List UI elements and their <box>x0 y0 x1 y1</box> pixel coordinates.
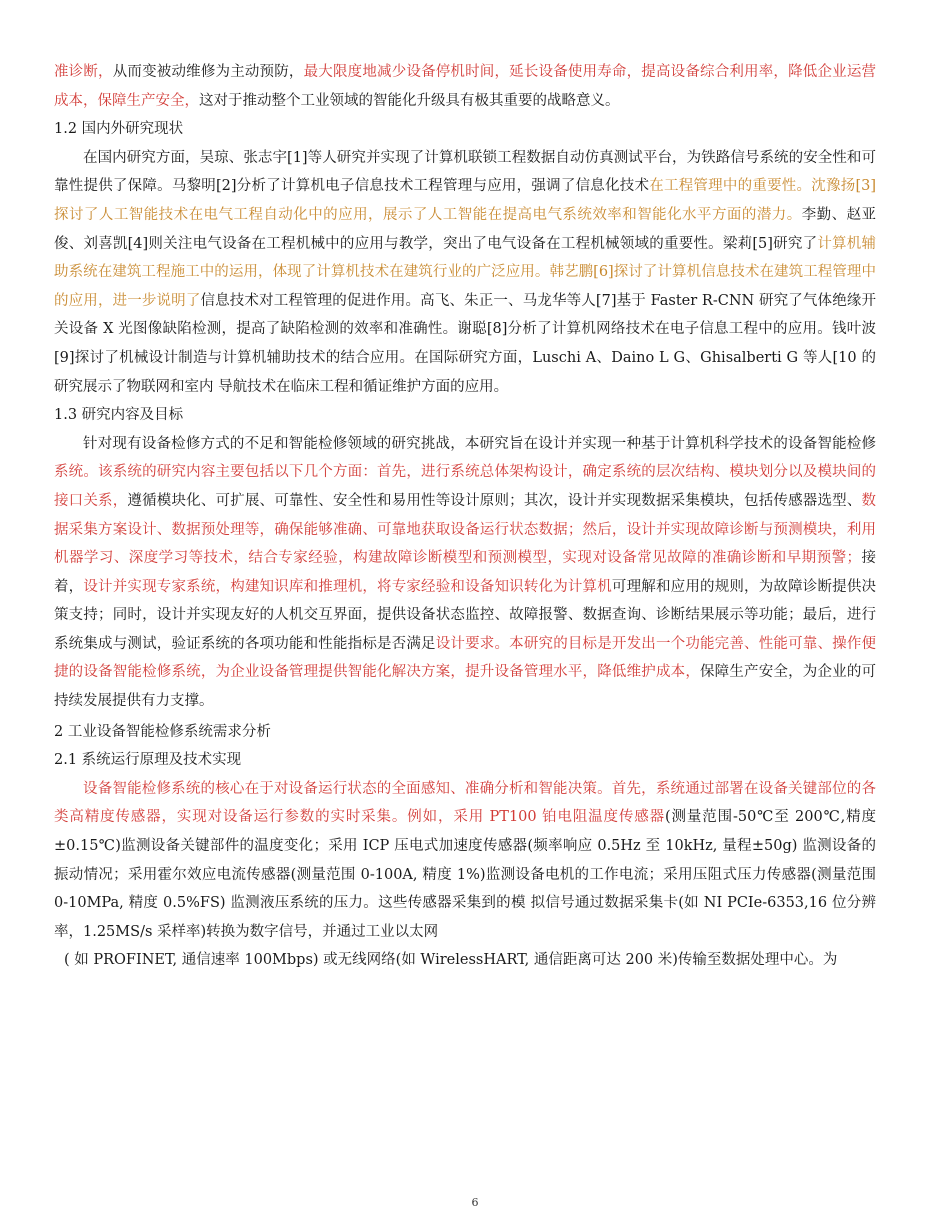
highlight-red: 设计并实现专家系统，构建知识库和推理机，将专家经验和设备知识转化为计算机 <box>83 578 612 595</box>
system-principle-continuation <box>64 946 876 975</box>
body-text: 遵循模块化、可扩展、可靠性、安全性和易用性等设计原则；其次，设计并实现数据采集模块，包括传感器选型、 <box>127 492 862 509</box>
body-text: (测量范围-50℃至 200℃,精度±0.15℃)监测设备关键部件的温度变化；采用 ICP 压电式加速度传感器(频率响应 0.5Hz 至 10kHz, 量程±50g) 监测设备的振动情况；采用霍尔效应电流传感器(测量范围 0-100A, 精度 1%)监测设备电机的工作电流；采用压阻式压力传感器(测量范围 0-10MPa, 精度 0.5%FS) 监测液压系统的压力。这些传感器采集到的模 拟信号通过数据采集卡(如 NI PCIe-6353,16 位分辨率，1.25MS/s 采样率)转换为数字信号，并通过工业以太网 <box>54 809 876 940</box>
section-heading-2-1: 2.1 系统运行原理及技术实现 <box>54 752 242 769</box>
body-text: 信息技术对工程管理的促进作用。高飞、朱正一、马龙华等人[7]基于 Faster R-CNN 研究了气体绝缘开关设备 X 光图像缺陷检测，提高了缺陷检测的效率和准确性。谢聪[8]分析了计算机网络技术在电子信息工程中的应用。钱叶波[9]探讨了机械设计制造与计算机辅助技术的结合应用。在国际研究方面，Luschi A、Daino L G、Ghisalberti G 等人[10 的研究展示了物联网和室内 导航技术在临床工程和循证维护方面的应用。 <box>54 292 876 395</box>
research-content-paragraph <box>54 430 876 716</box>
body-text: 接着， <box>54 550 877 595</box>
section-heading-1-2: 1.2 国内外研究现状 <box>54 121 184 138</box>
body-text: 可理解和应用的规则，为故障诊断提供决策支持；同时，设计并实现友好的人机交互界面，提供设备状态监控、故障报警、数据查询、诊断结果展示等功能；最后，进行系统集成与测试，验证系统的各项功能和性能指标是否满足 <box>54 578 877 652</box>
highlight-red: 系统。该系统的研究内容主要包括以下几个方面：首先，进行系统总体架构设计，确定系统的层次结构、模块划分以及模块间的接口关系， <box>54 464 876 509</box>
highlight-orange: 在工程管理中的重要性。沈豫扬[3]探讨了人工智能技术在电气工程自动化中的应用，展示了人工智能在提高电气系统效率和智能化水平方面的潜力。 <box>54 178 876 223</box>
body-text: ( 如 PROFINET, 通信速率 100Mbps) 或无线网络(如 WirelessHART, 通信距离可达 200 米)传输至数据处理中心。为 <box>64 952 838 969</box>
highlight-red: 数据采集方案设计、数据预处理等，确保能够准确、可靠地获取设备运行状态数据；然后，设计并实现故障诊断与预测模块，利用机器学习、深度学习等技术，结合专家经验，构建故障诊断模型和预测模型，实现对设备常见故障的准确诊断和早期预警； <box>54 492 877 567</box>
chapter-heading-2: 2 工业设备智能检修系统需求分析 <box>54 723 271 740</box>
highlight-red: 设备智能检修系统的核心在于对设备运行状态的全面感知、准确分析和智能决策。首先，系统通过部署在设备关键部位的各类高精度传感器，实现对设备运行参数的实时采集。例如，采用 PT100 铂电阻温度传感器 <box>54 780 876 826</box>
page-content <box>54 58 876 975</box>
body-text: 在国内研究方面，吴琼、张志宇[1]等人研究并实现了计算机联锁工程数据自动仿真测试平台，为铁路信号系统的安全性和可靠性提供了保障。马黎明[2]分析了计算机电子信息技术工程管理与应用，强调了信息化技术 <box>54 149 876 195</box>
highlight-red: 准诊断， <box>54 64 113 80</box>
intro-paragraph <box>54 58 876 115</box>
system-principle-paragraph <box>54 775 876 947</box>
body-text: 保障生产安全，为企业的可持续发展提供有力支撑。 <box>54 664 876 710</box>
highlight-red: 设计要求。本研究的目标是开发出一个功能完善、性能可靠、操作便捷的设备智能检修系统，为企业设备管理提供智能化解决方案，提升设备管理水平，降低维护成本， <box>54 635 877 681</box>
body-text: 针对现有设备检修方式的不足和智能检修领域的研究挑战，本研究旨在设计并实现一种基于计算机科学技术的设备智能检修 <box>83 435 876 452</box>
research-status-paragraph <box>54 144 876 401</box>
body-text: 这对于推动整个工业领域的智能化升级具有极其重要的战略意义。 <box>199 92 620 109</box>
section-heading-1-3: 1.3 研究内容及目标 <box>54 407 184 424</box>
page-number: 6 <box>471 1196 479 1209</box>
highlight-red: 最大限度地减少设备停机时间，延长设备使用寿命，提高设备综合利用率，降低企业运营成本，保障生产安全， <box>54 64 877 109</box>
body-text: 李勤、赵亚俊、刘喜凯[4]则关注电气设备在工程机械中的应用与教学，突出了电气设备在工程机械领域的重要性。梁莉[5]研究了 <box>54 206 877 252</box>
highlight-orange: 计算机辅助系统在建筑工程施工中的运用，体现了计算机技术在建筑行业的广泛应用。韩艺鹏[6]探讨了计算机信息技术在建筑工程管理中的应用，进一步说明了 <box>54 235 877 309</box>
body-text: 从而变被动维修为主动预防， <box>112 64 304 80</box>
